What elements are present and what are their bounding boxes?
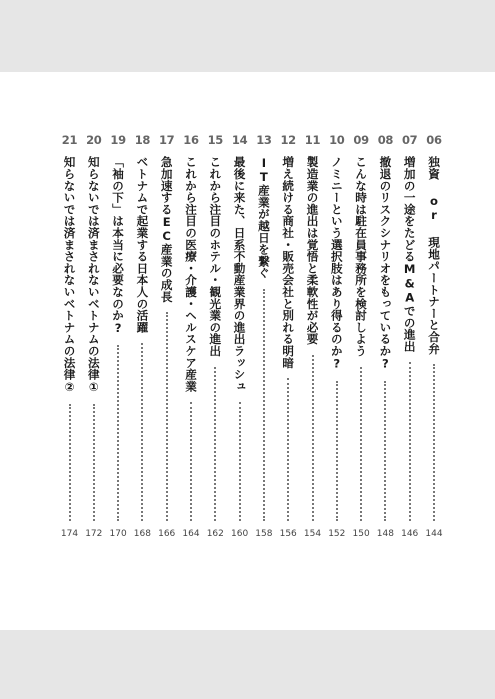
entry-number: 17 [158,133,175,147]
page-number: 164 [182,529,200,539]
entry-title: ベトナムで起業する日本人の活躍 [135,156,150,333]
page-number: 166 [158,529,176,539]
entry-title: 撤退のリスクシナリオをもっているか? [378,156,393,371]
page-number: 168 [133,529,151,539]
page-number: 146 [401,529,419,539]
toc-entry-14[interactable] [229,133,251,545]
entry-number: 10 [329,133,345,147]
leader-dots [312,355,316,521]
toc-entry-17[interactable] [156,133,178,545]
leader-dots [433,364,437,521]
leader-dots [117,345,121,521]
leader-dots [141,343,145,521]
toc-entry-06[interactable] [423,133,445,545]
leader-dots [190,402,194,521]
toc-entry-21[interactable] [59,133,81,545]
entry-title: 知らないでは済まされないベトナムの法律① [86,156,101,395]
entry-title: これから注目のホテル・観光業の進出 [208,156,223,357]
toc-entry-08[interactable] [374,133,396,545]
page-number: 174 [60,529,79,539]
entry-title: これから注目の医療・介護・ヘルスケア産業 [184,156,198,392]
entry-number: 18 [134,133,151,147]
entry-number: 20 [86,133,102,147]
entry-title: ノミニーという選択肢はあり得るのか? [329,156,344,371]
leader-dots [93,404,97,521]
entry-title: 「袖の下」は本当に必要なのか? [111,156,126,336]
page-number: 154 [303,529,322,539]
page-number: 156 [279,529,297,539]
leader-dots [287,378,291,521]
entry-number: 14 [231,133,248,147]
toc-entry-15[interactable] [204,133,226,545]
toc-entry-20[interactable] [83,133,105,545]
toc-entry-18[interactable] [131,133,153,545]
table-of-contents [61,133,445,545]
page-number: 158 [255,529,273,539]
toc-entry-07[interactable] [399,133,421,545]
toc-entry-12[interactable] [277,133,299,545]
page-number: 150 [352,529,370,539]
entry-title: IT産業が越日を繋ぐ [256,156,271,279]
entry-title: 増え続ける商社・販売会社と別れる明暗 [281,156,296,369]
entry-number: 15 [207,133,223,147]
leader-dots [336,381,340,521]
page-number: 148 [376,529,394,539]
page-number: 162 [206,529,224,539]
entry-title: 増加の一途をたどるM&Aでの進出 [402,156,417,352]
leader-dots [166,312,170,521]
entry-title: こんな時は駐在員事務所を検討しよう [354,156,369,357]
leader-dots [69,404,73,521]
toc-entry-13[interactable] [253,133,275,545]
leader-dots [263,289,267,521]
entry-number: 16 [183,133,199,147]
entry-number: 06 [426,133,442,147]
leader-dots [409,362,413,521]
page-number: 152 [328,529,346,539]
page-number: 160 [231,529,249,539]
toc-entry-11[interactable] [302,133,324,545]
entry-number: 13 [256,133,272,147]
entry-number: 12 [280,133,296,147]
entry-title: 知らないでは済まされないベトナムの法律② [62,156,77,395]
toc-entry-09[interactable] [350,133,372,545]
entry-number: 21 [61,133,78,147]
top-gray-band [0,0,495,72]
entry-number: 08 [377,133,394,147]
toc-entry-16[interactable] [180,133,202,545]
page-number: 144 [425,529,443,539]
entry-number: 09 [353,133,369,147]
bottom-gray-band [0,630,495,699]
leader-dots [384,381,388,521]
entry-title: 最後に来た、日系不動産業界の進出ラッシュ [232,156,247,392]
leader-dots [239,402,243,521]
toc-entry-19[interactable] [107,133,129,545]
entry-number: 07 [401,133,418,147]
leader-dots [214,367,218,521]
entry-title: 製造業の進出は覚悟と柔軟性が必要 [305,156,320,345]
leader-dots [360,367,364,521]
entry-title: 急加速するEC産業の成長 [159,156,174,303]
entry-title: 独資 or 現地パートナーと合弁 [427,156,441,355]
page-number: 170 [109,529,127,539]
entry-number: 19 [110,133,126,147]
page-number: 172 [85,529,103,539]
entry-number: 11 [304,133,321,147]
toc-entry-10[interactable] [326,133,348,545]
